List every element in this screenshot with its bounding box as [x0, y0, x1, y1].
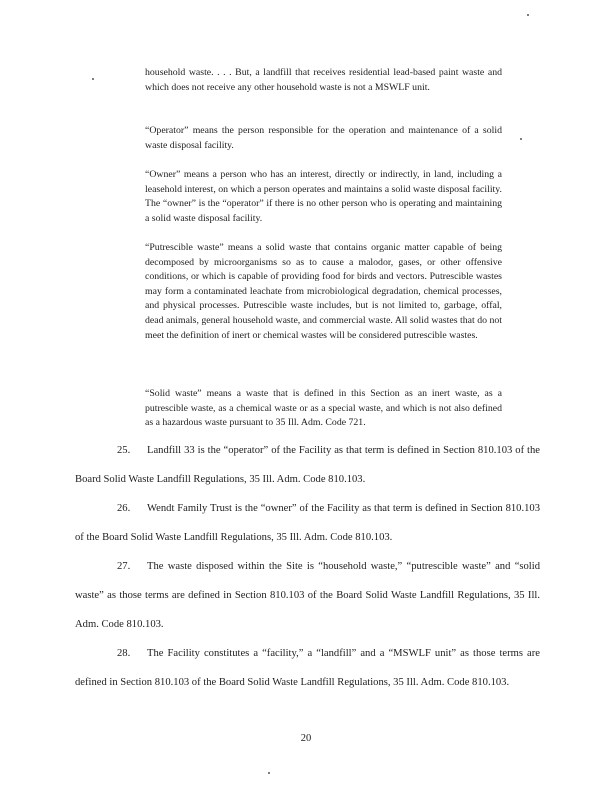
scan-speck	[520, 138, 522, 140]
paragraph-number: 25.	[117, 445, 131, 456]
paragraph-text: Landfill 33 is the “operator” of the Facility as that term is defined in Section 810.103 of the Board Solid Waste Landfill Regulations, 35 Ill. Adm. Code 810.103.	[75, 445, 540, 485]
paragraph-text: The Facility constitutes a “facility,” a “landfill” and a “MSWLF unit” as those terms are defined in Section 810.103 of the Board Solid Waste Landfill Regulations, 35 Ill. Adm. Code 810.103.	[75, 648, 540, 688]
scan-speck	[92, 78, 94, 80]
quote-operator-definition: “Operator” means the person responsible for the operation and maintenance of a solid waste disposal facility.	[145, 125, 502, 151]
paragraph-28	[75, 639, 540, 697]
quote-household-waste: household waste. . . . But, a landfill that receives residential lead-based paint waste and which does not receive any other household waste is not a MSWLF unit.	[145, 67, 502, 93]
scan-speck	[527, 14, 529, 16]
paragraph-26	[75, 494, 540, 552]
paragraph-number: 27.	[117, 561, 131, 572]
paragraph-27	[75, 552, 540, 639]
paragraph-text: The waste disposed within the Site is “household waste,” “putrescible waste” and “solid waste” as those terms are defined in Section 810.103 of the Board Solid Waste Landfill Regulations, 35 Ill. Adm. Code 810.103.	[75, 561, 540, 630]
quote-solid-waste-definition: “Solid waste” means a waste that is defined in this Section as an inert waste, as a putrescible waste, as a chemical waste or as a special waste, and which is not also defined as a hazardous waste pursuant to 35 Ill. Adm. Code 721.	[145, 388, 502, 429]
page-number: 20	[300, 733, 312, 744]
paragraph-text: Wendt Family Trust is the “owner” of the Facility as that term is defined in Section 810.103 of the Board Solid Waste Landfill Regulations, 35 Ill. Adm. Code 810.103.	[75, 503, 540, 543]
paragraph-25	[75, 436, 540, 494]
paragraph-number: 28.	[117, 648, 131, 659]
paragraph-number: 26.	[117, 503, 131, 514]
quote-owner-definition: “Owner” means a person who has an interest, directly or indirectly, in land, including a leasehold interest, on which a person operates and maintains a solid waste disposal facility. The “owner” is the “operator” if there is no other person who is operating and maintaining a solid waste disposal facility.	[145, 169, 502, 224]
quote-putrescible-waste-definition: “Putrescible waste” means a solid waste that contains organic matter capable of being decomposed by microorganisms so as to cause a malodor, gases, or other offensive conditions, or which is capable of providing food for birds and vectors. Putrescible wastes may form a contaminated leachate from microbiological degradation, chemical processes, and physical processes. Putrescible waste includes, but is not limited to, garbage, offal, dead animals, general household waste, and commercial waste. All solid wastes that do not meet the definition of inert or chemical wastes will be considered putrescible wastes.	[145, 242, 502, 341]
scan-speck	[268, 772, 270, 774]
